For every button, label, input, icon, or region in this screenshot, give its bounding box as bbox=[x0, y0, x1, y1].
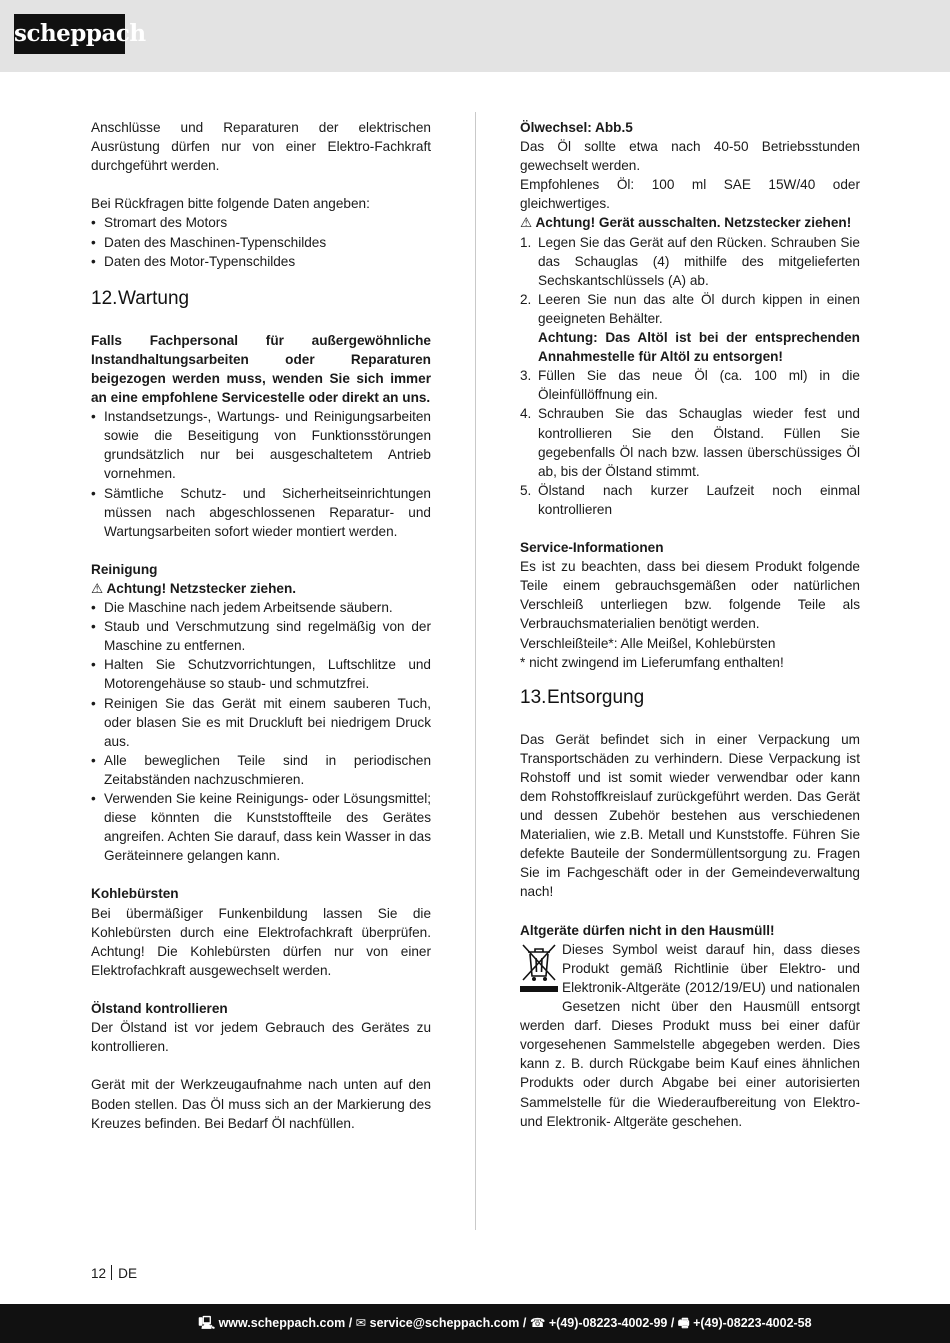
step-item bbox=[520, 404, 860, 480]
step-item bbox=[520, 233, 860, 290]
altgeraete-heading: Altgeräte dürfen nicht in den Hausmüll! bbox=[520, 922, 775, 938]
list-item: • Sämtliche Schutz- und Sicherheitseinrichtungen müssen nach abgeschlossenen Reparatur- und Wartungsarbeiten sofort wieder montiert werden. bbox=[91, 484, 431, 541]
wartung-bold-paragraph: Falls Fachpersonal für außergewöhnliche Instandhaltungsarbeiten oder Reparaturen beigezogen werden muss, wenden Sie sich immer an eine empfohlene Servicestelle oder direkt an uns. bbox=[91, 332, 431, 406]
footer-fax: +(49)-08223-4002-58 bbox=[693, 1316, 812, 1330]
step-number: 4. bbox=[520, 406, 532, 422]
list-item: • Verwenden Sie keine Reinigungs- oder Lösungsmittel; diese könnten die Kunststoffteile des Gerätes angreifen. Achten Sie darauf, dass kein Wasser in das Geräteinnere gelangen kann. bbox=[91, 789, 431, 865]
step-text: Ölstand nach kurzer Laufzeit noch einmal kontrollieren bbox=[538, 482, 860, 517]
column-divider bbox=[475, 112, 476, 1230]
scheppach-logo: scheppach bbox=[14, 14, 125, 54]
list-item: • Daten des Maschinen-Typenschildes bbox=[91, 233, 431, 252]
list-item: • Die Maschine nach jedem Arbeitsende säubern. bbox=[91, 598, 431, 617]
footer-website[interactable]: www.scheppach.com bbox=[218, 1316, 346, 1330]
step-text: Füllen Sie das neue Öl (ca. 100 ml) in die Öleinfüllöffnung ein. bbox=[538, 368, 860, 403]
step-text: Leeren Sie nun das alte Öl durch kippen in einen geeigneten Behälter. bbox=[538, 291, 860, 326]
page-language: DE bbox=[118, 1266, 138, 1281]
section-number: 12. bbox=[91, 287, 118, 309]
footer-email[interactable]: service@scheppach.com bbox=[369, 1316, 520, 1330]
phone-icon: ☎ bbox=[529, 1316, 546, 1330]
warning-icon: ⚠ bbox=[520, 215, 533, 231]
list-item: • Reinigen Sie das Gerät mit einem sauberen Tuch, oder blasen Sie es mit Druckluft bei niedrigem Druck aus. bbox=[91, 694, 431, 751]
lieferumfang-note: * nicht zwingend im Lieferumfang enthalten! bbox=[520, 654, 784, 670]
reinigung-warning bbox=[91, 579, 431, 598]
entsorgung-paragraph: Das Gerät befindet sich in einer Verpackung um Transportschäden zu verhindern. Diese Verpackung ist Rohstoff und ist somit wieder verwendbar oder kann dem Rohstoffkreislauf zurückgeführt werden. Das Gerät und dessen Zubehör bestehen aus verschiedenen Materialien, wie z.B. Metall und Kunststoffe. Führen Sie defekte Bauteile der Sondermüllentsorgung zu. Fragen Sie im Fachgeschäft oder in der Gemeindeverwaltung nach! bbox=[520, 731, 860, 900]
oelwechsel-warning bbox=[520, 213, 860, 232]
section-number: 13. bbox=[520, 686, 547, 708]
crossed-bin-icon bbox=[520, 940, 558, 998]
list-item: • Instandsetzungs-, Wartungs- und Reinigungsarbeiten sowie die Beseitigung von Funktionsstörungen grundsätzlich nur bei ausgeschaltetem Antrieb vornehmen. bbox=[91, 407, 431, 483]
kohle-paragraph: Bei übermäßiger Funkenbildung lassen Sie die Kohlebürsten durch eine Elektrofachkraft überprüfen. Achtung! Die Kohlebürsten dürfen nur von einer Elektrofachkraft ausgewechselt werden. bbox=[91, 905, 431, 978]
step-text: Legen Sie das Gerät auf den Rücken. Schrauben Sie das Schauglas (4) mithilfe des mitgelieferten Sechskantschlüssels (A) ab. bbox=[538, 234, 860, 288]
rueckfragen-list bbox=[91, 213, 431, 270]
geraet-paragraph: Gerät mit der Werkzeugaufnahme nach unten auf den Boden stellen. Das Öl muss sich an der Markierung des Kreuzes befinden. Bei Bedarf Öl nachfüllen. bbox=[91, 1077, 431, 1131]
section-heading-wartung bbox=[91, 287, 431, 311]
warning-text: Achtung! Gerät ausschalten. Netzstecker ziehen! bbox=[535, 215, 852, 231]
reinigung-list bbox=[91, 598, 431, 865]
step-number: 5. bbox=[520, 482, 532, 498]
step-item bbox=[520, 366, 860, 404]
left-column bbox=[91, 118, 431, 1133]
fax-icon: 🖷 bbox=[677, 1316, 690, 1330]
mail-icon: ✉ bbox=[355, 1316, 367, 1330]
warning-text: Achtung! Netzstecker ziehen. bbox=[106, 580, 297, 596]
footer-separator: / bbox=[345, 1316, 356, 1330]
list-item: • Stromart des Motors bbox=[91, 213, 431, 232]
list-item: • Staub und Verschmutzung sind regelmäßig von der Maschine zu entfernen. bbox=[91, 617, 431, 655]
rueckfragen-intro: Bei Rückfragen bitte folgende Daten angeben: bbox=[91, 196, 370, 212]
reinigung-heading: Reinigung bbox=[91, 561, 158, 577]
oelwechsel-paragraph-2: Empfohlenes Öl: 100 ml SAE 15W/40 oder gleichwertiges. bbox=[520, 177, 860, 212]
oelwechsel-paragraph-1: Das Öl sollte etwa nach 40-50 Betriebsstunden gewechselt werden. bbox=[520, 139, 860, 174]
footer-separator: / bbox=[519, 1316, 530, 1330]
step-item bbox=[520, 481, 860, 519]
page-number-value: 12 bbox=[91, 1266, 107, 1281]
verschleiss-line: Verschleißteile*: Alle Meißel, Kohlebürsten bbox=[520, 635, 776, 651]
page-header bbox=[0, 0, 950, 72]
list-item: • Halten Sie Schutzvorrichtungen, Luftschlitze und Motorengehäuse so staub- und schmutzfrei. bbox=[91, 655, 431, 693]
step-number: 3. bbox=[520, 368, 532, 384]
footer-phone[interactable]: +(49)-08223-4002-99 bbox=[548, 1316, 668, 1330]
list-item: • Daten des Motor-Typenschildes bbox=[91, 252, 431, 271]
step-number: 2. bbox=[520, 291, 532, 307]
page-number bbox=[91, 1265, 137, 1281]
kohle-heading: Kohlebürsten bbox=[91, 886, 179, 902]
step-text: Schrauben Sie das Schauglas wieder fest und kontrollieren Sie den Ölstand. Füllen Sie gegebenfalls Öl nach bzw. lassen überschüssiges Öl ab, bis der Ölstand stimmt. bbox=[538, 406, 860, 479]
right-column bbox=[520, 118, 860, 1131]
intro-paragraph: Anschlüsse und Reparaturen der elektrischen Ausrüstung dürfen nur von einer Elektro-Fachkraft durchgeführt werden. bbox=[91, 120, 431, 174]
service-paragraph: Es ist zu beachten, dass bei diesem Produkt folgende Teile einem gebrauchsgemäßen oder natürlichen Verschleiß unterliegen bzw. folgende Teile als Verbrauchsmaterialien benötigt werden. bbox=[520, 559, 860, 632]
warning-icon: ⚠ bbox=[91, 580, 104, 596]
oelwechsel-steps bbox=[520, 233, 860, 519]
oelstand-heading: Ölstand kontrollieren bbox=[91, 1001, 228, 1017]
service-heading: Service-Informationen bbox=[520, 540, 664, 556]
wartung-list bbox=[91, 407, 431, 541]
section-heading-entsorgung bbox=[520, 686, 860, 710]
footer-separator: / bbox=[667, 1316, 678, 1330]
step-item bbox=[520, 290, 860, 366]
altgeraete-block bbox=[520, 940, 860, 1131]
step-bold-note: Achtung: Das Altöl ist bei der entsprechenden Annahmestelle für Altöl zu entsorgen! bbox=[538, 330, 860, 365]
list-item: • Alle beweglichen Teile sind in periodischen Zeitabständen nachzuschmieren. bbox=[91, 751, 431, 789]
oelstand-paragraph: Der Ölstand ist vor jedem Gebrauch des Gerätes zu kontrollieren. bbox=[91, 1020, 431, 1055]
step-number: 1. bbox=[520, 234, 532, 250]
oelwechsel-heading: Ölwechsel: Abb.5 bbox=[520, 120, 633, 135]
section-title: Wartung bbox=[118, 287, 190, 309]
page-footer bbox=[0, 1304, 950, 1343]
computer-icon: 🖳 bbox=[198, 1316, 216, 1330]
section-title: Entsorgung bbox=[547, 686, 645, 708]
altgeraete-paragraph: Dieses Symbol weist darauf hin, dass dieses Produkt gemäß Richtlinie über Elektro- und Elektronik-Altgeräte (2012/19/EU) und nationalen Gesetzen nicht über den Hausmüll entsorgt werden darf. Dieses Produkt muss bei einer dafür vorgesehenen Sammelstelle abgegeben werden. Dies kann z. B. durch Rückgabe beim Kauf eines ähnlichen Produkts oder durch Abgabe bei einer autorisierten Sammelstelle für die Wiederaufbereitung von Elektro- und Elektronik- Altgeräte geschehen. bbox=[520, 941, 860, 1129]
